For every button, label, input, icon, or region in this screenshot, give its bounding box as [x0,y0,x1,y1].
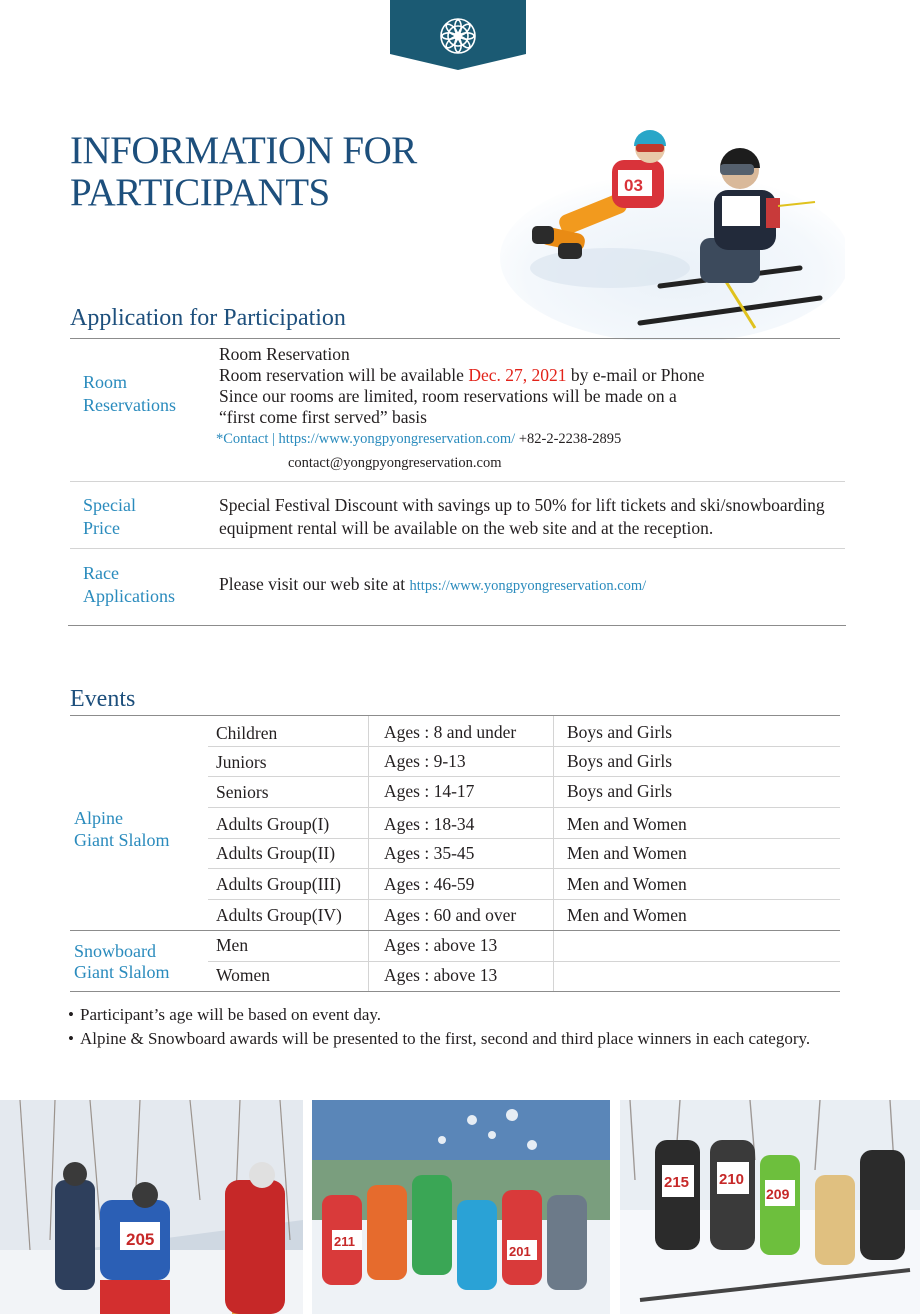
alpine-ages: Ages : 46-59 [384,874,475,894]
photo-middle-group [312,1100,610,1314]
room-availability-line: Room reservation will be available Dec. 27, 2021 by e-mail or Phone [219,365,705,385]
alpine-ages: Ages : 60 and over [384,905,517,925]
photo-right-kids [620,1100,920,1314]
alpine-gender: Boys and Girls [567,751,672,771]
alpine-ages: Ages : 8 and under [384,722,517,742]
alpine-division: Children [216,723,278,743]
alpine-giant-slalom-label: Alpine Giant Slalom [74,808,170,850]
room-reservations-details [219,344,849,428]
alpine-division: Adults Group(II) [216,843,336,863]
bib-number-right-2: 210 [719,1171,745,1188]
alpine-division: Juniors [216,752,267,772]
room-basis-line: “first come first served” basis [219,407,427,427]
snowboard-division: Men [216,935,249,955]
special-divider [70,548,845,549]
special-price-label: Special Price [83,495,136,538]
alpine-ages: Ages : 18-34 [384,814,475,834]
page-title-line1: INFORMATION FOR [70,129,417,172]
contact-url-link[interactable]: https://www.yongpyongreservation.com/ [278,431,516,447]
alpine-ages: Ages : 9-13 [384,751,466,771]
alpine-division: Adults Group(IV) [216,905,342,925]
alpine-ages: Ages : 35-45 [384,843,475,863]
bib-number-mid-2: 201 [509,1244,531,1259]
bib-number-mid-1: 211 [334,1234,355,1249]
events-bottom-rule [70,991,840,992]
events-top-rule [70,715,840,716]
page-title [70,130,530,214]
notes-list [68,1003,908,1051]
events-col-divider-1 [368,716,369,992]
room-reservation-heading: Room Reservation [219,344,350,364]
alpine-division: Adults Group(III) [216,874,341,894]
special-price-details: Special Festival Discount with savings up to 50% for lift tickets and ski/snowboarding equipment rental will be available on the web site and at the reception. [219,495,825,538]
application-section-title: Application for Participation [70,305,346,331]
alpine-row-divider [208,807,840,808]
alpine-row-divider [208,746,840,747]
alpine-division: Seniors [216,782,269,802]
race-applications-details: Please visit our web site at https://www.yongpyongreservation.com/ [219,574,647,594]
photo-left-racers [0,1100,303,1314]
events-section-title: Events [70,686,136,712]
alpine-row-divider [208,776,840,777]
alpine-ages: Ages : 14-17 [384,781,475,801]
alpine-gender: Boys and Girls [567,722,672,742]
alpine-gender: Men and Women [567,905,687,925]
top-banner [390,0,526,70]
hero-skiers-image [500,118,845,340]
snowboard-ages: Ages : above 13 [384,965,498,985]
room-divider [70,481,845,482]
room-limited-line: Since our rooms are limited, room reservations will be made on a [219,386,677,406]
alpine-division: Adults Group(I) [216,814,330,834]
contact-line: *Contact | https://www.yongpyongreservation.com/ +82-2-2238-2895 [216,431,622,447]
contact-email[interactable]: contact@yongpyongreservation.com [288,455,502,471]
alpine-gender: Men and Women [567,843,687,863]
bib-number-right-1: 215 [664,1174,690,1191]
application-bottom-rule [68,625,846,626]
snowboard-division: Women [216,965,270,985]
race-url-link[interactable]: https://www.yongpyongreservation.com/ [409,578,647,594]
contact-phone: +82-2-2238-2895 [515,431,622,447]
alpine-gender: Men and Women [567,874,687,894]
note-item: • Alpine & Snowboard awards will be presented to the first, second and third place winners in each category. [68,1027,908,1051]
bib-number-right-3: 209 [766,1186,790,1202]
bib-number-left: 205 [126,1230,155,1249]
race-applications-label: Race Applications [83,563,175,606]
alpine-gender: Boys and Girls [567,781,672,801]
note-item: • Participant’s age will be based on event day. [68,1003,908,1027]
alpine-gender: Men and Women [567,814,687,834]
snowboard-row-divider [208,961,840,962]
hero-bib-number: 03 [624,176,643,195]
reservation-date: Dec. 27, 2021 [468,365,567,385]
page-title-line2: PARTICIPANTS [70,171,330,214]
snowboard-ages: Ages : above 13 [384,935,498,955]
snowboard-giant-slalom-label: Snowboard Giant Slalom [74,941,170,982]
room-reservations-label: Room Reservations [83,372,176,415]
application-top-rule [70,338,840,339]
events-col-divider-2 [553,716,554,992]
